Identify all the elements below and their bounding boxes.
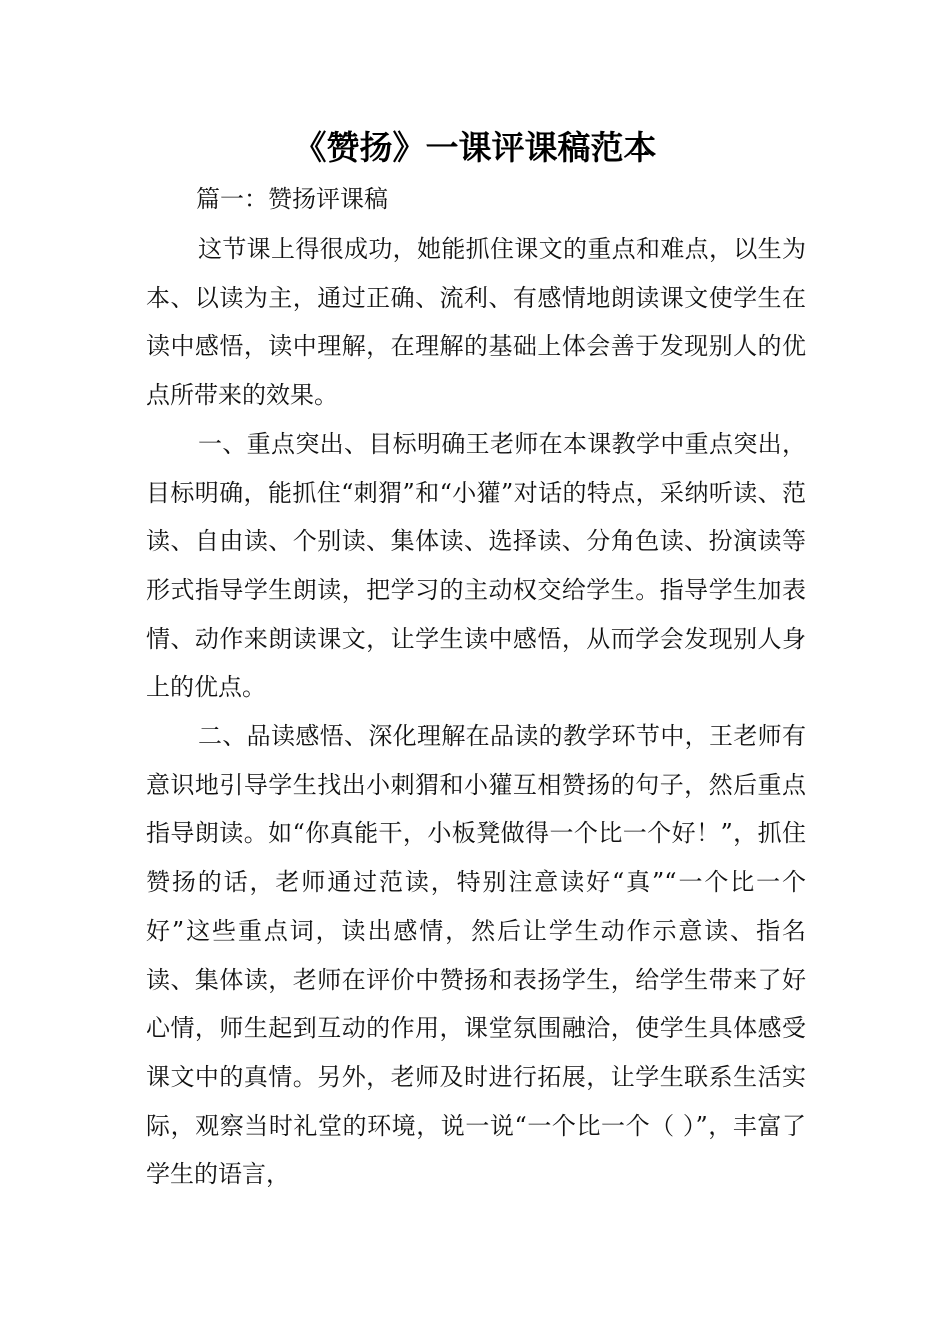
section-heading: 篇一：赞扬评课稿 — [196, 185, 388, 213]
document-body — [146, 177, 806, 1199]
paragraph-point-two: 二、品读感悟、深化理解在品读的教学环节中，王老师有意识地引导学生找出小刺猬和小獾互相赞扬的句子，然后重点指导朗读。如“你真能干，小板凳做得一个比一个好！”，抓住赞扬的话，老师通过范读，特别注意读好“真”“一个比一个好”这些重点词，读出感情，然后让学生动作示意读、指名读、集体读，老师在评价中赞扬和表扬学生，给学生带来了好心情，师生起到互动的作用，课堂氛围融洽，使学生具体感受课文中的真情。另外，老师及时进行拓展，让学生联系生活实际，观察当时礼堂的环境，说一说“一个比一个（ ）”，丰富了学生的语言， — [146, 722, 806, 1189]
document-title: 《赞扬》一课评课稿范本 — [293, 128, 657, 167]
paragraph-intro: 这节课上得很成功，她能抓住课文的重点和难点，以生为本、以读为主，通过正确、流利、有感情地朗读课文使学生在读中感悟，读中理解，在理解的基础上体会善于发现别人的优点所带来的效果。 — [146, 235, 806, 410]
paragraph-point-one: 一、重点突出、目标明确王老师在本课教学中重点突出，目标明确，能抓住“刺猬”和“小獾”对话的特点，采纳听读、范读、自由读、个别读、集体读、选择读、分角色读、扮演读等形式指导学生朗读，把学习的主动权交给学生。指导学生加表情、动作来朗读课文，让学生读中感悟，从而学会发现别人身上的优点。 — [146, 429, 806, 702]
